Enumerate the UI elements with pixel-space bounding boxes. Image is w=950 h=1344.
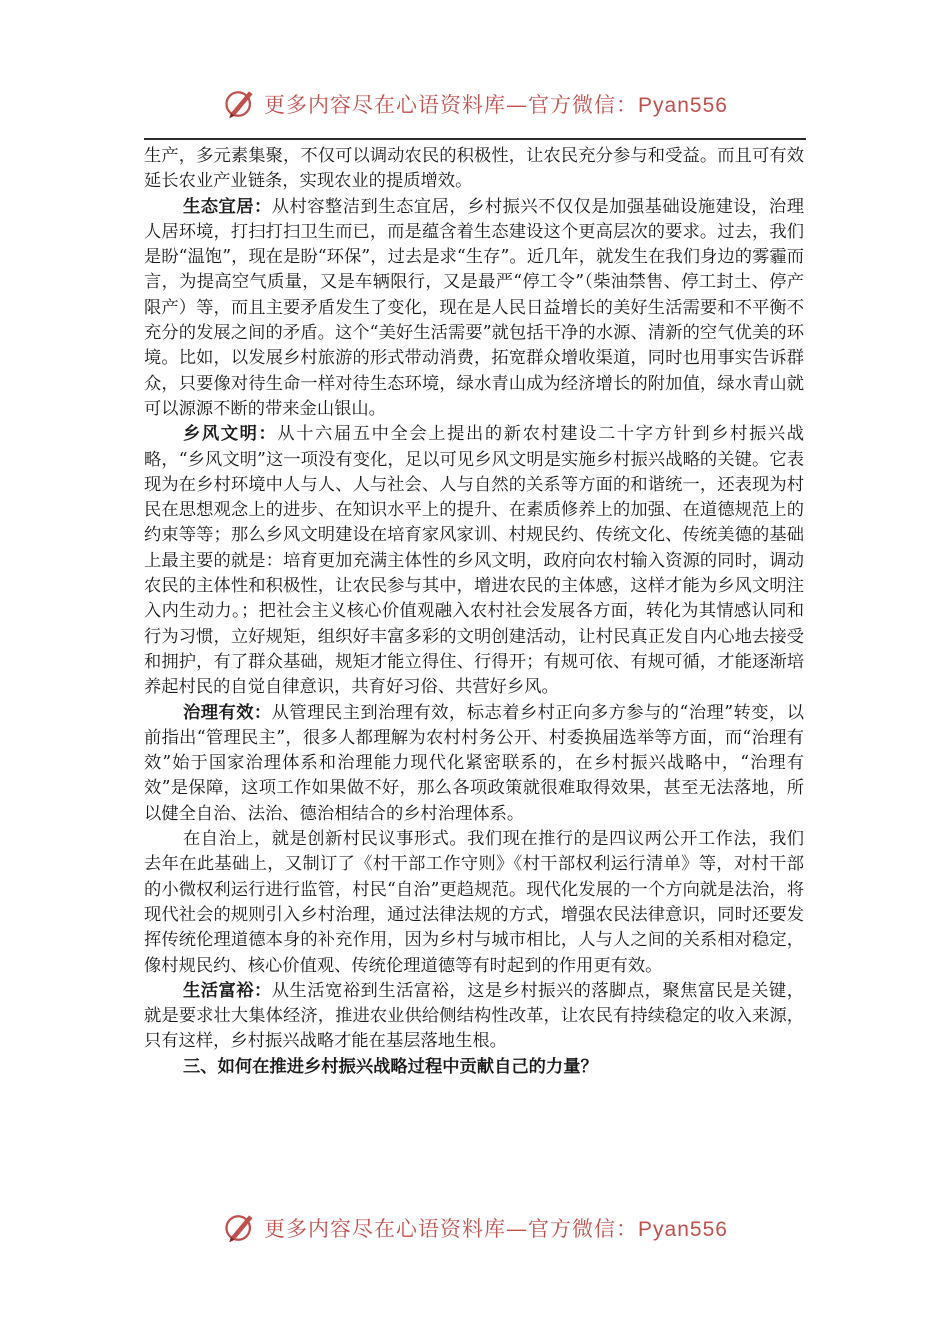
paragraph-civility-text: 从十六届五中全会上提出的新农村建设二十字方针到乡村振兴战略，“乡风文明”这一项没有变化，足以可见乡风文明是实施乡村振兴战略的关键。它表现为在乡村环境中人与人、人与社会、人与自然的关系等方面的和谐统一，还表现为村民在思想观念上的进步、在知识水平上的提升、在素质修养上的加强、在道德规范上的约束等等；那么乡风文明建设在培育家风家训、村规民约、传统文化、传统美德的基础上最主要的就是：培育更加充满主体性的乡风文明，政府向农村输入资源的同时，调动农民的主体性和积极性，让农民参与其中，增进农民的主体感，这样才能为乡风文明注入内生动力。；把社会主义核心价值观融入农村社会发展各方面，转化为其情感认同和行为习惯，立好规矩，组织好丰富多彩的文明创建活动，让村民真正发自内心地去接受和拥护，有了群众基础，规矩才能立得住、行得开；有规可依、有规可循，才能逐渐培养起村民的自觉自律意识，共育好习俗、共营好乡风。 — [144, 424, 804, 698]
footer-text — [264, 1213, 728, 1243]
term-governance: 治理有效： — [183, 702, 272, 723]
header-label: 更多内容尽在心语资料库—官方微信： — [264, 93, 639, 117]
section-heading-3: 三、如何在推进乡村振兴战略过程中贡献自己的力量？ — [183, 1056, 598, 1077]
header-banner — [0, 84, 950, 124]
paragraph-continuation: 生产，多元素集聚，不仅可以调动农民的积极性，让农民充分参与和受益。而且可有效延长农业产业链条，实现农业的提质增效。 — [144, 146, 804, 192]
paragraph-prosperity — [144, 979, 804, 1055]
term-ecology: 生态宜居： — [183, 196, 272, 217]
paragraph-governance — [144, 701, 804, 827]
footer-wechat-id: Pyan556 — [638, 1218, 728, 1241]
footer-banner — [0, 1208, 950, 1248]
pen-logo-icon — [222, 1210, 258, 1246]
document-body — [144, 144, 804, 1080]
paragraph-ecology-text: 从村容整洁到生态宜居，乡村振兴不仅仅是加强基础设施建设，治理人居环境，打扫打扫卫生而已，而是蕴含着生态建设这个更高层次的要求。过去，我们是盼“温饱”，现在是盼“环保”，过去是求“生存”。近几年，就发生在我们身边的雾霾而言，为提高空气质量，又是车辆限行，又是最严“停工令”（柴油禁售、停工封土、停产限产）等，而且主要矛盾发生了变化，现在是人民日益增长的美好生活需要和不平衡不充分的发展之间的矛盾。这个“美好生活需要”就包括干净的水源、清新的空气优美的环境。比如，以发展乡村旅游的形式带动消费，拓宽群众增收渠道，同时也用事实告诉群众，只要像对待生命一样对待生态环境，绿水青山成为经济增长的附加值，绿水青山就可以源源不断的带来金山银山。 — [144, 196, 804, 419]
footer-label: 更多内容尽在心语资料库—官方微信： — [264, 1217, 639, 1241]
header-wechat-id: Pyan556 — [638, 94, 728, 117]
term-civility: 乡风文明： — [183, 424, 278, 445]
paragraph-governance-text: 从管理民主到治理有效，标志着乡村正向多方参与的“治理”转变，以前指出“管理民主”，很多人都理解为农村村务公开、村委换届选举等方面，而“治理有效”始于国家治理体系和治理能力现代化紧密联系的，在乡村振兴战略中，“治理有效”是保障，这项工作如果做不好，那么各项政策就很难取得效果，甚至无法落地，所以健全自治、法治、德治相结合的乡村治理体系。 — [144, 702, 804, 824]
paragraph-ecology — [144, 195, 804, 423]
paragraph-prosperity-text: 从生活宽裕到生活富裕，这是乡村振兴的落脚点，聚焦富民是关键，就是要求壮大集体经济，推进农业供给侧结构性改革，让农民有持续稳定的收入来源，只有这样，乡村振兴战略才能在基层落地生根。 — [144, 980, 804, 1052]
header-divider — [144, 138, 806, 140]
paragraph-autonomy: 在自治上，就是创新村民议事形式。我们现在推行的是四议两公开工作法，我们去年在此基础上，又制订了《村干部工作守则》《村干部权利运行清单》等，对村干部的小微权利运行进行监管，村民“自治”更趋规范。现代化发展的一个方向就是法治，将现代社会的规则引入乡村治理，通过法律法规的方式，增强农民法律意识，同时还要发挥传统伦理道德本身的补充作用，因为乡村与城市相比，人与人之间的关系相对稳定，像村规民约、核心价值观、传统伦理道德等有时起到的作用更有效。 — [144, 829, 804, 976]
pen-logo-icon — [222, 86, 258, 122]
term-prosperity: 生活富裕： — [183, 980, 272, 1001]
header-text — [264, 89, 728, 119]
paragraph-civility — [144, 422, 804, 700]
